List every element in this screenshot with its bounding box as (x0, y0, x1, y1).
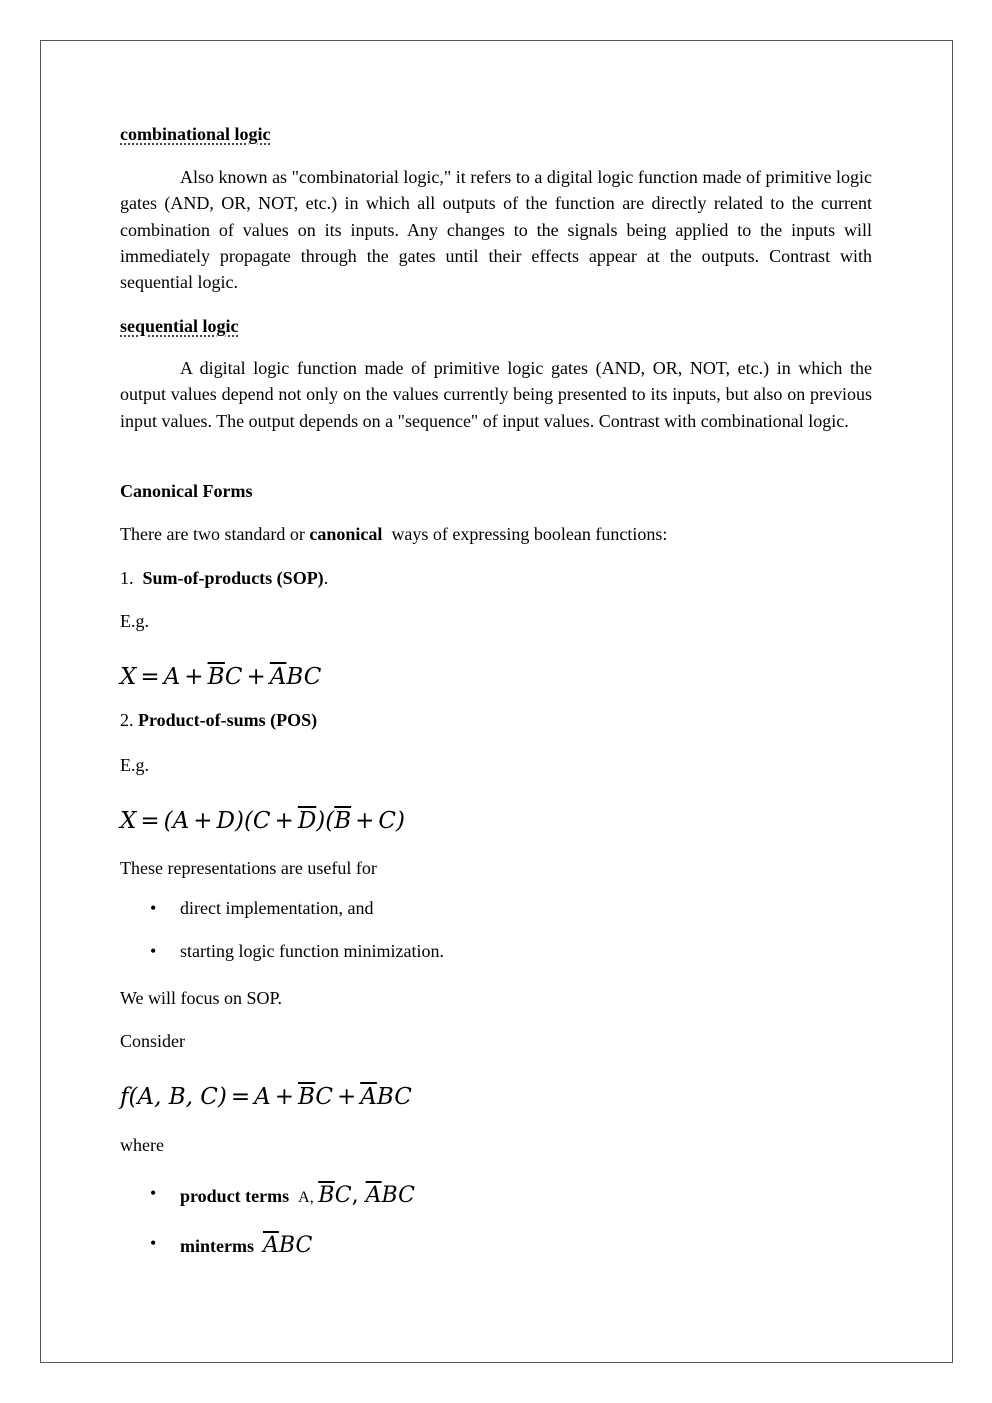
math-term: X (120, 808, 137, 834)
math-complement-term: $\overline{A}$ (269, 664, 287, 690)
where-text: where (120, 1135, 164, 1155)
math-term: C (224, 664, 243, 690)
math-complement-term: $\overline{A}$ (262, 1233, 279, 1258)
math-term: BC (278, 1233, 313, 1258)
math-complement-term: $\overline{B}$ (334, 808, 352, 834)
math-term: A (254, 1084, 271, 1110)
paragraph-combinational-logic: Also known as "combinatorial logic," it refers to a digital logic function made of primitive logic gates (AND, OR, NOT, etc.) in which all outputs of the function are directly related to the current combination of values on its inputs. Any changes to the signals being applied to the inputs will immediately propagate through the gates until their effects appear at the outputs. Contrast with sequential logic. (120, 167, 872, 293)
math-term: C) (378, 808, 405, 834)
intro-text-end: ways of expressing boolean functions: (382, 524, 668, 544)
product-term-2 (366, 1183, 415, 1208)
pos-label: Product-of-sums (POS) (138, 710, 318, 730)
math-operator: + (193, 808, 213, 834)
canonical-intro (120, 521, 872, 547)
bullet-text: starting logic function minimization. (180, 941, 444, 961)
math-term: X (120, 664, 137, 690)
math-term: D)(C (216, 808, 271, 834)
heading-combinational-logic[interactable]: combinational logic (120, 124, 271, 144)
math-complement-term: $\overline{A}$ (365, 1183, 382, 1208)
math-complement-term: $\overline{B}$ (298, 1084, 316, 1110)
math-term: BC (381, 1183, 415, 1208)
math-operator: + (274, 808, 294, 834)
focus-text: We will focus on SOP. (120, 988, 283, 1008)
intro-bold: canonical (309, 524, 383, 544)
product-term-a: A, (298, 1189, 314, 1206)
math-complement-term: $\overline{D}$ (297, 808, 317, 834)
math-term: (A (163, 808, 190, 834)
useful-text: These representations are useful for (120, 858, 377, 878)
pos-item (120, 707, 872, 733)
math-operator: = (230, 1084, 251, 1110)
math-term: A (163, 664, 181, 690)
minterm-formula (263, 1233, 312, 1258)
minterms-label: minterms (180, 1236, 254, 1256)
paragraph-sequential-logic: A digital logic function made of primitive logic gates (AND, OR, NOT, etc.) in which the output values depend not only on the values currently being presented to its inputs, but also on previous input values. The output depends on a "sequence" of input values. Contrast with combinational logic. (120, 358, 872, 431)
math-complement-term: $\overline{B}$ (207, 664, 225, 690)
heading-sequential-logic[interactable]: sequential logic (120, 316, 239, 336)
heading-canonical-forms: Canonical Forms (120, 481, 253, 501)
math-term: BC (286, 664, 322, 690)
list-number: 2. (120, 710, 138, 730)
sop-item (120, 565, 872, 591)
math-operator: + (355, 808, 375, 834)
formula-sop (120, 662, 872, 692)
list-number: 1. (120, 568, 143, 588)
math-operator: = (140, 664, 160, 690)
math-complement-term: $\overline{B}$ (318, 1183, 335, 1208)
intro-text: There are two standard or (120, 524, 310, 544)
product-terms-label: product terms (180, 1186, 290, 1206)
product-term-1 (318, 1183, 351, 1208)
separator: , (351, 1183, 366, 1208)
math-operator: + (246, 664, 266, 690)
eg-label-1: E.g. (120, 611, 149, 631)
math-operator: + (274, 1084, 295, 1110)
bullet-text: direct implementation, and (180, 898, 374, 918)
sop-label: Sum-of-products (SOP) (142, 568, 324, 588)
formula-pos (120, 806, 872, 836)
math-term: C (334, 1183, 352, 1208)
math-term: f(A, B, C) (120, 1084, 227, 1110)
math-term: )( (316, 808, 335, 834)
consider-text: Consider (120, 1031, 185, 1051)
math-operator: = (140, 808, 160, 834)
eg-label-2: E.g. (120, 755, 149, 775)
math-operator: + (336, 1084, 357, 1110)
math-complement-term: $\overline{A}$ (360, 1084, 377, 1110)
math-operator: + (184, 664, 204, 690)
math-term: C (315, 1084, 333, 1110)
math-term: BC (376, 1084, 412, 1110)
formula-f (120, 1082, 872, 1112)
sop-dot: . (323, 568, 329, 588)
